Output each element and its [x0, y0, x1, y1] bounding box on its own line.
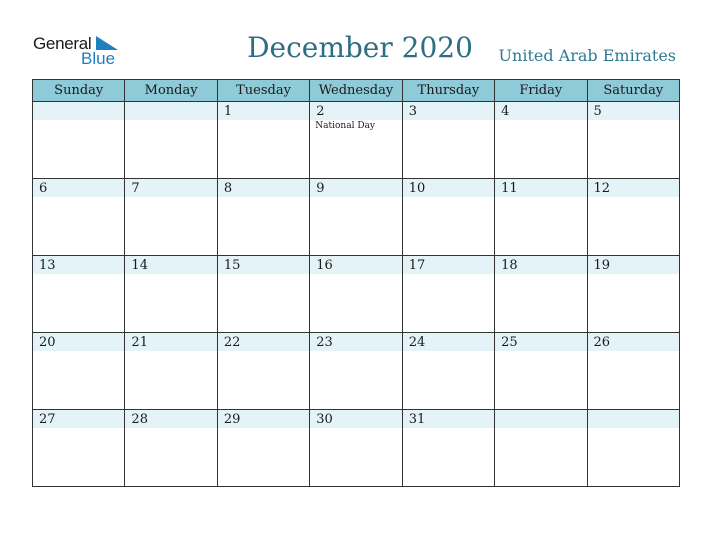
weekday-header-row	[33, 80, 680, 102]
day-number: 8	[223, 181, 233, 196]
day-number: 10	[408, 181, 426, 196]
day-cell	[587, 102, 679, 179]
day-cell	[402, 410, 494, 487]
logo-triangle-icon	[96, 36, 118, 50]
day-cell	[125, 256, 217, 333]
day-number: 6	[39, 181, 48, 196]
calendar-grid	[32, 79, 680, 487]
day-cell	[495, 256, 587, 333]
day-band	[588, 410, 679, 428]
day-cell	[310, 179, 402, 256]
day-cell	[310, 333, 402, 410]
day-number: 12	[593, 181, 611, 196]
day-cell	[587, 256, 679, 333]
day-cell	[33, 256, 125, 333]
day-band	[33, 102, 124, 120]
day-cell	[310, 256, 402, 333]
day-cell	[310, 102, 402, 179]
day-cell	[310, 410, 402, 487]
day-number: 5	[593, 104, 602, 119]
day-number: 26	[593, 335, 611, 350]
day-cell	[217, 333, 309, 410]
day-number: 1	[223, 104, 233, 119]
day-cell	[495, 410, 587, 487]
day-number: 9	[316, 181, 325, 196]
day-number: 28	[131, 412, 148, 427]
weekday-header: Wednesday	[310, 80, 402, 102]
day-number: 17	[408, 258, 426, 273]
day-number: 11	[501, 181, 518, 196]
day-number	[33, 102, 124, 104]
day-number: 13	[39, 258, 56, 273]
day-band	[495, 410, 586, 428]
holiday-label: National Day	[315, 121, 375, 131]
day-cell	[217, 256, 309, 333]
day-number: 27	[39, 412, 56, 427]
day-number: 31	[408, 412, 426, 427]
day-number: 29	[223, 412, 241, 427]
day-number: 2	[316, 104, 325, 119]
day-number: 30	[316, 412, 333, 427]
day-cell	[217, 410, 309, 487]
day-cell	[125, 179, 217, 256]
day-cell	[217, 179, 309, 256]
day-number: 20	[39, 335, 56, 350]
day-number	[495, 410, 586, 412]
day-cell	[217, 102, 309, 179]
day-number: 15	[223, 258, 241, 273]
day-cell	[495, 333, 587, 410]
day-cell	[495, 102, 587, 179]
day-cell	[33, 179, 125, 256]
weekday-header: Sunday	[33, 80, 125, 102]
day-cell	[125, 333, 217, 410]
day-number: 24	[408, 335, 426, 350]
week-row	[33, 256, 680, 333]
day-number: 22	[223, 335, 241, 350]
day-cell	[402, 333, 494, 410]
day-cell	[33, 410, 125, 487]
day-number	[125, 102, 216, 104]
day-cell	[402, 179, 494, 256]
country-label: United Arab Emirates	[498, 46, 676, 65]
week-row	[33, 179, 680, 256]
logo-text-blue: Blue	[81, 49, 116, 68]
day-number: 21	[131, 335, 148, 350]
day-number: 7	[131, 181, 140, 196]
day-band	[125, 102, 216, 120]
day-number: 25	[501, 335, 518, 350]
weekday-header: Monday	[125, 80, 217, 102]
weekday-header: Thursday	[402, 80, 494, 102]
logo-text-general: General	[33, 34, 92, 53]
day-number: 18	[501, 258, 518, 273]
day-number: 4	[501, 104, 510, 119]
logo	[33, 34, 123, 68]
day-number: 16	[316, 258, 333, 273]
week-row	[33, 333, 680, 410]
day-cell	[587, 333, 679, 410]
calendar-title: December 2020	[247, 31, 473, 64]
day-cell	[33, 333, 125, 410]
day-number	[588, 410, 679, 412]
day-cell	[402, 256, 494, 333]
day-number: 14	[131, 258, 148, 273]
week-row	[33, 102, 680, 179]
day-number: 19	[593, 258, 611, 273]
day-cell	[125, 102, 217, 179]
day-cell	[125, 410, 217, 487]
week-row	[33, 410, 680, 487]
day-cell	[587, 410, 679, 487]
day-number: 23	[316, 335, 333, 350]
day-cell	[402, 102, 494, 179]
day-cell	[587, 179, 679, 256]
day-cell	[495, 179, 587, 256]
day-number: 3	[408, 104, 417, 119]
weekday-header: Saturday	[587, 80, 679, 102]
weekday-header: Friday	[495, 80, 587, 102]
weekday-header: Tuesday	[217, 80, 309, 102]
day-cell	[33, 102, 125, 179]
